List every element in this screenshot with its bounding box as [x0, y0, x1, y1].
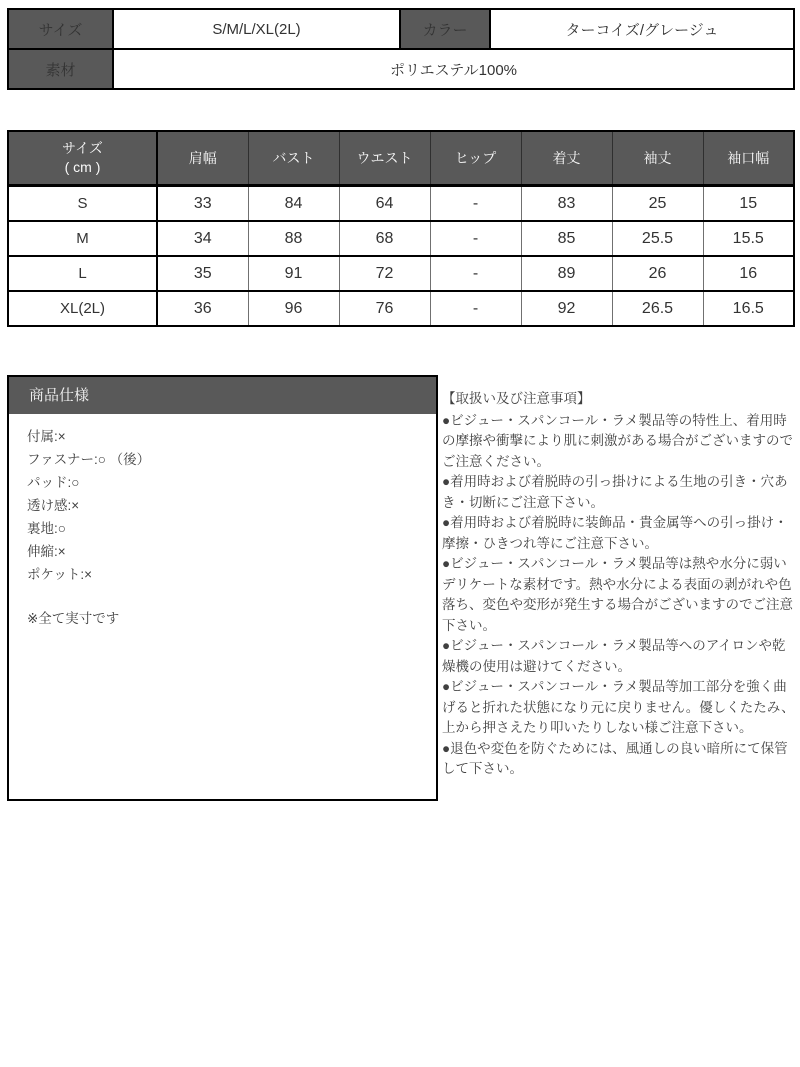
product-info-table	[7, 8, 795, 90]
size-chart-value-cell: 26.5	[612, 291, 703, 326]
size-chart-col-header: ヒップ	[430, 131, 521, 186]
size-chart-value-cell: 36	[157, 291, 248, 326]
care-note-item: ●ビジュー・スパンコール・ラメ製品等の特性上、着用時の摩擦や衝撃により肌に刺激がある場合がございますのでご注意ください。	[442, 412, 793, 469]
spec-item: パッド:○	[27, 475, 80, 490]
care-note-item: ●退色や変色を防ぐためには、風通しの良い暗所にて保管して下さい。	[442, 740, 788, 776]
size-chart-value-cell: 83	[521, 186, 612, 222]
size-chart-value-cell: 72	[339, 256, 430, 291]
material-value-cell: ポリエステル100%	[113, 49, 794, 89]
size-chart-row	[8, 291, 794, 326]
spec-item: 付属:×	[27, 429, 66, 444]
care-note-item: ●ビジュー・スパンコール・ラメ製品等加工部分を強く曲げると折れた状態になり元に戻りません。優しくたたみ、上から押さえたり叩いたりしない様ご注意下さい。	[442, 679, 795, 735]
size-chart-value-cell: -	[430, 291, 521, 326]
size-chart-value-cell: 76	[339, 291, 430, 326]
size-chart-col-header: 袖丈	[612, 131, 703, 186]
size-chart-col-header: 着丈	[521, 131, 612, 186]
size-chart-value-cell: 96	[248, 291, 339, 326]
size-chart-value-cell: 34	[157, 221, 248, 256]
size-chart-value-cell: 88	[248, 221, 339, 256]
size-chart-corner-line1: サイズ	[62, 140, 103, 156]
size-chart-value-cell: 15.5	[703, 221, 794, 256]
spec-item: 裏地:○	[27, 521, 66, 536]
size-chart-value-cell: 25.5	[612, 221, 703, 256]
spec-item: ファスナー:○ （後）	[27, 452, 151, 467]
size-chart-value-cell: 16	[703, 256, 794, 291]
size-chart-value-cell: 84	[248, 186, 339, 222]
size-chart-size-cell: XL(2L)	[8, 291, 157, 326]
size-chart-value-cell: 25	[612, 186, 703, 222]
spec-item: ポケット:×	[27, 567, 92, 582]
material-label-cell: 素材	[8, 49, 113, 89]
info-row-material	[8, 49, 794, 89]
color-label-cell: カラー	[400, 9, 490, 49]
size-chart-value-cell: 15	[703, 186, 794, 222]
size-chart-corner-header	[8, 131, 157, 186]
size-chart-value-cell: 91	[248, 256, 339, 291]
spec-item: 透け感:×	[27, 498, 80, 513]
size-chart-row	[8, 256, 794, 291]
care-note-item: ●着用時および着脱時の引っ掛けによる生地の引き・穴あき・切断にご注意下さい。	[442, 474, 788, 510]
size-chart-value-cell: 35	[157, 256, 248, 291]
size-chart-value-cell: 92	[521, 291, 612, 326]
size-chart-col-header: 袖口幅	[703, 131, 794, 186]
size-chart-header-row	[8, 131, 794, 186]
product-specs-body	[9, 414, 436, 630]
care-note-item: ●ビジュー・スパンコール・ラメ製品等は熱や水分に弱いデリケートな素材です。熱や水分による表面の剥がれや色落ち、変色や変形が発生する場合がございますのでご注意下さい。	[442, 556, 793, 633]
size-chart-col-header: バスト	[248, 131, 339, 186]
size-chart-size-cell: L	[8, 256, 157, 291]
color-value-cell: ターコイズ/グレージュ	[490, 9, 794, 49]
size-chart-row	[8, 186, 794, 222]
size-chart-value-cell: 89	[521, 256, 612, 291]
size-value-cell: S/M/L/XL(2L)	[113, 9, 400, 49]
size-chart-corner-line2: ( cm )	[64, 159, 101, 175]
size-chart-size-cell: S	[8, 186, 157, 222]
spec-item: 伸縮:×	[27, 544, 66, 559]
care-notes-title: 【取扱い及び注意事項】	[442, 391, 591, 406]
care-note-item: ●着用時および着脱時に装飾品・貴金属等への引っ掛け・摩擦・ひきつれ等にご注意下さい。	[442, 515, 788, 551]
size-chart-value-cell: 64	[339, 186, 430, 222]
size-chart-value-cell: 26	[612, 256, 703, 291]
size-chart-value-cell: 68	[339, 221, 430, 256]
size-chart-row	[8, 221, 794, 256]
size-chart-col-header: 肩幅	[157, 131, 248, 186]
size-chart-value-cell: 85	[521, 221, 612, 256]
size-chart-size-cell: M	[8, 221, 157, 256]
size-label-cell: サイズ	[8, 9, 113, 49]
specs-actual-size-note: ※全て実寸です	[27, 611, 120, 626]
care-note-item: ●ビジュー・スパンコール・ラメ製品等へのアイロンや乾燥機の使用は避けてください。	[442, 638, 786, 674]
product-specs-title: 商品仕様	[9, 377, 436, 414]
size-chart-value-cell: 33	[157, 186, 248, 222]
size-chart-col-header: ウエスト	[339, 131, 430, 186]
info-row-size-color	[8, 9, 794, 49]
size-chart-value-cell: -	[430, 256, 521, 291]
size-chart-value-cell: 16.5	[703, 291, 794, 326]
care-notes-section	[442, 389, 796, 780]
size-chart-value-cell: -	[430, 221, 521, 256]
size-chart-table	[7, 130, 795, 327]
size-chart-value-cell: -	[430, 186, 521, 222]
product-specs-box	[7, 375, 438, 801]
